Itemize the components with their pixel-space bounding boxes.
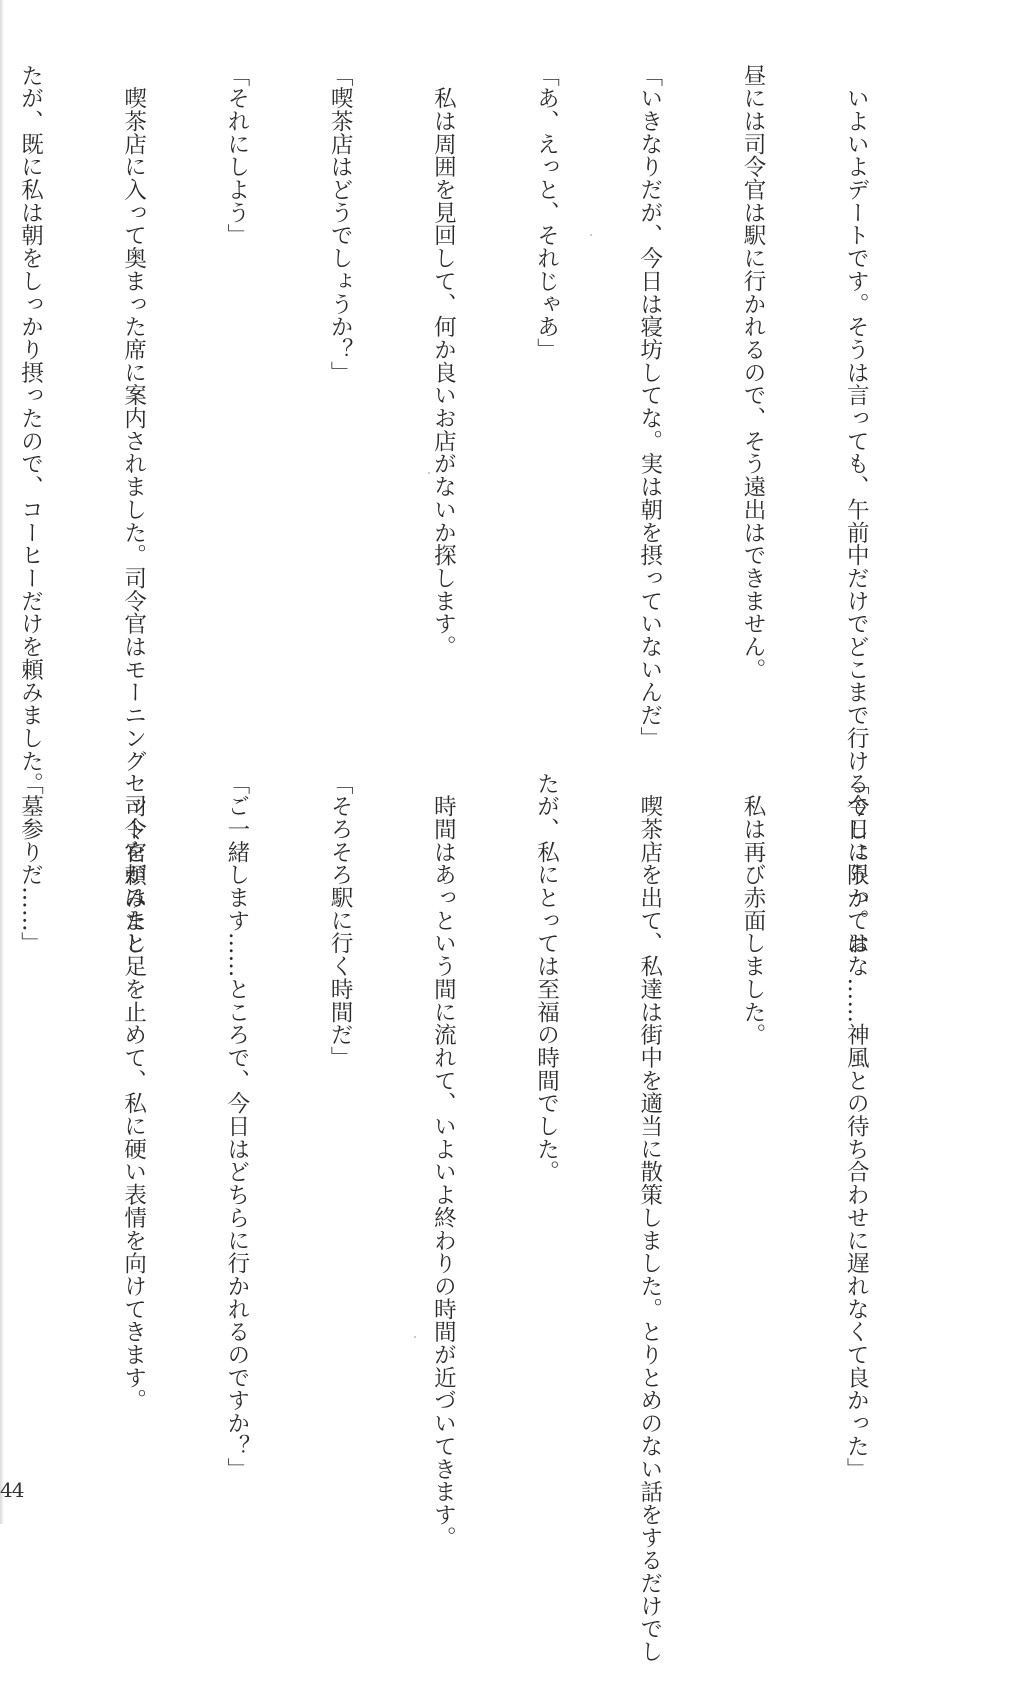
text-line: 「ご一緒します……ところで、今日はどちらに行かれるのですか？」 — [223, 772, 250, 1481]
text-line: 昼には司令官は駅に行かれるので、そう遠出はできません。 — [739, 64, 766, 681]
text-line: 「墓参りだ……」 — [17, 772, 44, 955]
text-line: 「いきなりだが、今日は寝坊してな。実は朝を摂っていないんだ」 — [636, 64, 663, 750]
text-line: 「喫茶店はどうでしょうか？」 — [327, 64, 354, 384]
text-line: 時間はあっという間に流れて、いよいよ終わりの時間が近づいてきます。 — [430, 772, 457, 1549]
text-line: たが、私にとっては至福の時間でした。 — [533, 772, 560, 1184]
text-line: 私は周囲を見回して、何か良いお店がないか探します。 — [430, 64, 457, 659]
scan-speck — [590, 234, 592, 236]
text-line: 喫茶店に入って奥まった席に案内されました。司令官はモーニングセットを頼みまし — [120, 64, 147, 956]
text-line: 「そろそろ駅に行く時間だ」 — [327, 772, 354, 1070]
text-line: 「あ、えっと、それじゃあ」 — [533, 64, 560, 362]
text-line: いよいよデートです。そうは言っても、午前中だけでどこまで行けるでしょうか。お — [843, 64, 870, 956]
text-line: 「それにしよう」 — [223, 64, 250, 247]
page-number: 44 — [0, 1478, 24, 1502]
scan-speck — [414, 1336, 416, 1338]
text-line: 司令官がはたと足を止めて、私に硬い表情を向けてきます。 — [120, 772, 147, 1412]
text-line: 「今日に限ってはな……神風との待ち合わせに遅れなくて良かった」 — [843, 772, 870, 1481]
scan-speck — [428, 472, 430, 474]
text-line: たが、既に私は朝をしっかり摂ったので、コーヒーだけを頼みました。 — [17, 64, 44, 796]
text-line: 私は再び赤面しました。 — [739, 772, 766, 1047]
text-line: 喫茶店を出て、私達は街中を適当に散策しました。とりとめのない話をするだけでし — [636, 772, 663, 1664]
